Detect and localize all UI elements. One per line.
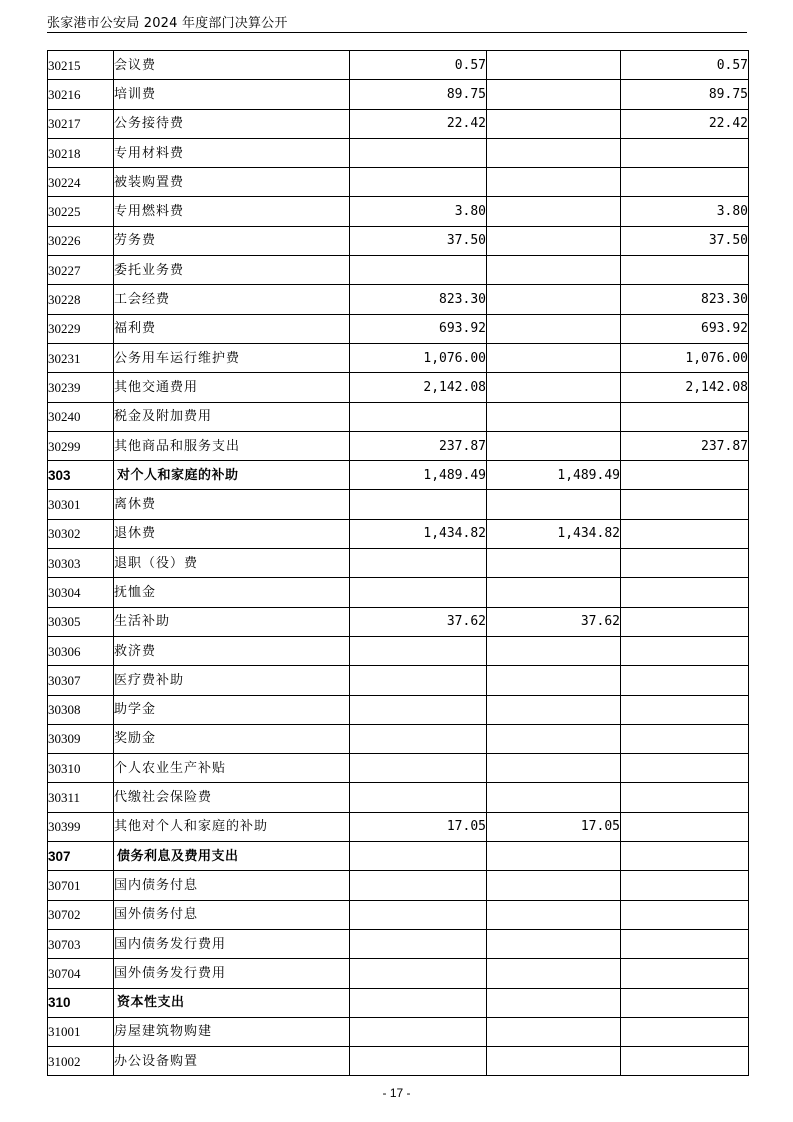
item-name-cell: 房屋建筑物购建	[114, 1017, 350, 1046]
economic-code-cell: 30229	[48, 314, 114, 343]
basic-expenditure-cell	[487, 578, 621, 607]
table-row	[48, 900, 749, 929]
project-expenditure-cell	[621, 490, 749, 519]
table-row	[48, 578, 749, 607]
project-expenditure-cell: 2,142.08	[621, 373, 749, 402]
item-name-cell: 劳务费	[114, 226, 350, 255]
project-expenditure-cell	[621, 138, 749, 167]
total-amount-cell: 693.92	[350, 314, 487, 343]
total-amount-cell: 3.80	[350, 197, 487, 226]
economic-code-cell: 30303	[48, 549, 114, 578]
basic-expenditure-cell: 1,434.82	[487, 519, 621, 548]
project-expenditure-cell: 89.75	[621, 80, 749, 109]
item-name-cell: 国内债务付息	[114, 871, 350, 900]
economic-code-cell: 30224	[48, 168, 114, 197]
total-amount-cell: 22.42	[350, 109, 487, 138]
basic-expenditure-cell	[487, 900, 621, 929]
basic-expenditure-cell	[487, 754, 621, 783]
item-name-cell: 助学金	[114, 695, 350, 724]
table-row	[48, 343, 749, 372]
table-row	[48, 754, 749, 783]
item-name-cell: 资本性支出	[114, 988, 350, 1017]
total-amount-cell: 37.50	[350, 226, 487, 255]
total-amount-cell: 89.75	[350, 80, 487, 109]
total-amount-cell	[350, 490, 487, 519]
item-name-cell: 国外债务付息	[114, 900, 350, 929]
basic-expenditure-cell	[487, 666, 621, 695]
total-amount-cell: 1,434.82	[350, 519, 487, 548]
basic-expenditure-cell	[487, 1017, 621, 1046]
item-name-cell: 救济费	[114, 636, 350, 665]
basic-expenditure-cell	[487, 314, 621, 343]
category-row	[48, 842, 749, 871]
project-expenditure-cell	[621, 549, 749, 578]
basic-expenditure-cell	[487, 51, 621, 80]
table-row	[48, 197, 749, 226]
table-row	[48, 519, 749, 548]
item-name-cell: 国外债务发行费用	[114, 959, 350, 988]
basic-expenditure-cell	[487, 256, 621, 285]
project-expenditure-cell: 37.50	[621, 226, 749, 255]
table-row	[48, 929, 749, 958]
item-name-cell: 国内债务发行费用	[114, 929, 350, 958]
item-name-cell: 代缴社会保险费	[114, 783, 350, 812]
economic-code-cell: 303	[48, 461, 114, 490]
basic-expenditure-cell	[487, 109, 621, 138]
basic-expenditure-cell	[487, 490, 621, 519]
basic-expenditure-cell	[487, 343, 621, 372]
project-expenditure-cell	[621, 959, 749, 988]
project-expenditure-cell	[621, 666, 749, 695]
project-expenditure-cell: 823.30	[621, 285, 749, 314]
project-expenditure-cell	[621, 607, 749, 636]
total-amount-cell	[350, 783, 487, 812]
economic-code-cell: 30239	[48, 373, 114, 402]
item-name-cell: 工会经费	[114, 285, 350, 314]
economic-code-cell: 30702	[48, 900, 114, 929]
basic-expenditure-cell: 1,489.49	[487, 461, 621, 490]
table-body	[48, 51, 749, 1076]
item-name-cell: 税金及附加费用	[114, 402, 350, 431]
total-amount-cell	[350, 549, 487, 578]
table-row	[48, 285, 749, 314]
economic-code-cell: 31001	[48, 1017, 114, 1046]
table-row	[48, 402, 749, 431]
project-expenditure-cell	[621, 988, 749, 1017]
basic-expenditure-cell	[487, 929, 621, 958]
category-row	[48, 461, 749, 490]
project-expenditure-cell	[621, 1047, 749, 1076]
total-amount-cell: 17.05	[350, 812, 487, 841]
table-row	[48, 1017, 749, 1046]
project-expenditure-cell	[621, 519, 749, 548]
economic-code-cell: 30240	[48, 402, 114, 431]
project-expenditure-cell	[621, 256, 749, 285]
item-name-cell: 专用材料费	[114, 138, 350, 167]
economic-code-cell: 30226	[48, 226, 114, 255]
table-row	[48, 666, 749, 695]
category-row	[48, 988, 749, 1017]
economic-code-cell: 30399	[48, 812, 114, 841]
basic-expenditure-cell	[487, 871, 621, 900]
basic-expenditure-cell	[487, 636, 621, 665]
project-expenditure-cell	[621, 842, 749, 871]
total-amount-cell: 823.30	[350, 285, 487, 314]
table-row	[48, 812, 749, 841]
table-row	[48, 783, 749, 812]
project-expenditure-cell	[621, 871, 749, 900]
project-expenditure-cell	[621, 402, 749, 431]
project-expenditure-cell: 22.42	[621, 109, 749, 138]
economic-code-cell: 30231	[48, 343, 114, 372]
economic-code-cell: 30310	[48, 754, 114, 783]
total-amount-cell: 37.62	[350, 607, 487, 636]
table-row	[48, 256, 749, 285]
project-expenditure-cell	[621, 724, 749, 753]
item-name-cell: 办公设备购置	[114, 1047, 350, 1076]
economic-code-cell: 30301	[48, 490, 114, 519]
page-header-title: 张家港市公安局 2024 年度部门决算公开	[47, 16, 288, 31]
item-name-cell: 奖励金	[114, 724, 350, 753]
table-row	[48, 607, 749, 636]
economic-code-cell: 30704	[48, 959, 114, 988]
header-divider	[47, 32, 747, 33]
basic-expenditure-cell	[487, 226, 621, 255]
total-amount-cell: 237.87	[350, 431, 487, 460]
item-name-cell: 公务接待费	[114, 109, 350, 138]
total-amount-cell	[350, 842, 487, 871]
table-row	[48, 636, 749, 665]
total-amount-cell	[350, 988, 487, 1017]
project-expenditure-cell	[621, 461, 749, 490]
total-amount-cell	[350, 959, 487, 988]
basic-expenditure-cell: 17.05	[487, 812, 621, 841]
total-amount-cell: 1,076.00	[350, 343, 487, 372]
item-name-cell: 抚恤金	[114, 578, 350, 607]
basic-expenditure-cell	[487, 549, 621, 578]
total-amount-cell	[350, 138, 487, 167]
project-expenditure-cell	[621, 578, 749, 607]
table-row	[48, 549, 749, 578]
economic-code-cell: 307	[48, 842, 114, 871]
item-name-cell: 债务利息及费用支出	[114, 842, 350, 871]
economic-code-cell: 30299	[48, 431, 114, 460]
total-amount-cell	[350, 578, 487, 607]
item-name-cell: 退休费	[114, 519, 350, 548]
item-name-cell: 生活补助	[114, 607, 350, 636]
basic-expenditure-cell	[487, 168, 621, 197]
item-name-cell: 会议费	[114, 51, 350, 80]
economic-code-cell: 30304	[48, 578, 114, 607]
economic-code-cell: 30703	[48, 929, 114, 958]
economic-code-cell: 30216	[48, 80, 114, 109]
basic-expenditure-cell	[487, 431, 621, 460]
project-expenditure-cell: 693.92	[621, 314, 749, 343]
table-row	[48, 724, 749, 753]
item-name-cell: 对个人和家庭的补助	[114, 461, 350, 490]
item-name-cell: 其他对个人和家庭的补助	[114, 812, 350, 841]
page-number: - 17 -	[382, 1086, 411, 1100]
basic-expenditure-cell	[487, 724, 621, 753]
project-expenditure-cell	[621, 695, 749, 724]
item-name-cell: 离休费	[114, 490, 350, 519]
total-amount-cell	[350, 168, 487, 197]
item-name-cell: 公务用车运行维护费	[114, 343, 350, 372]
total-amount-cell: 0.57	[350, 51, 487, 80]
item-name-cell: 被装购置费	[114, 168, 350, 197]
project-expenditure-cell	[621, 1017, 749, 1046]
economic-code-cell: 310	[48, 988, 114, 1017]
table-row	[48, 431, 749, 460]
table-row	[48, 314, 749, 343]
economic-code-cell: 31002	[48, 1047, 114, 1076]
item-name-cell: 委托业务费	[114, 256, 350, 285]
basic-expenditure-cell	[487, 285, 621, 314]
item-name-cell: 专用燃料费	[114, 197, 350, 226]
project-expenditure-cell: 3.80	[621, 197, 749, 226]
total-amount-cell	[350, 1017, 487, 1046]
total-amount-cell	[350, 724, 487, 753]
total-amount-cell	[350, 636, 487, 665]
economic-code-cell: 30308	[48, 695, 114, 724]
total-amount-cell: 1,489.49	[350, 461, 487, 490]
economic-code-cell: 30227	[48, 256, 114, 285]
economic-code-cell: 30701	[48, 871, 114, 900]
item-name-cell: 医疗费补助	[114, 666, 350, 695]
basic-expenditure-cell	[487, 959, 621, 988]
economic-code-cell: 30311	[48, 783, 114, 812]
project-expenditure-cell: 237.87	[621, 431, 749, 460]
basic-expenditure-cell	[487, 783, 621, 812]
basic-expenditure-cell	[487, 988, 621, 1017]
expenditure-table	[47, 50, 749, 1076]
total-amount-cell	[350, 402, 487, 431]
item-name-cell: 退职（役）费	[114, 549, 350, 578]
project-expenditure-cell	[621, 168, 749, 197]
basic-expenditure-cell	[487, 373, 621, 402]
project-expenditure-cell: 1,076.00	[621, 343, 749, 372]
table-row	[48, 373, 749, 402]
table-row	[48, 871, 749, 900]
table-row	[48, 959, 749, 988]
item-name-cell: 其他交通费用	[114, 373, 350, 402]
project-expenditure-cell	[621, 636, 749, 665]
basic-expenditure-cell	[487, 1047, 621, 1076]
total-amount-cell: 2,142.08	[350, 373, 487, 402]
total-amount-cell	[350, 929, 487, 958]
table-row	[48, 109, 749, 138]
total-amount-cell	[350, 900, 487, 929]
table-row	[48, 168, 749, 197]
basic-expenditure-cell	[487, 842, 621, 871]
project-expenditure-cell	[621, 783, 749, 812]
economic-code-cell: 30306	[48, 636, 114, 665]
economic-code-cell: 30309	[48, 724, 114, 753]
total-amount-cell	[350, 666, 487, 695]
basic-expenditure-cell	[487, 197, 621, 226]
economic-code-cell: 30228	[48, 285, 114, 314]
economic-code-cell: 30215	[48, 51, 114, 80]
item-name-cell: 个人农业生产补贴	[114, 754, 350, 783]
item-name-cell: 培训费	[114, 80, 350, 109]
basic-expenditure-cell: 37.62	[487, 607, 621, 636]
table-row	[48, 490, 749, 519]
project-expenditure-cell	[621, 812, 749, 841]
project-expenditure-cell: 0.57	[621, 51, 749, 80]
item-name-cell: 其他商品和服务支出	[114, 431, 350, 460]
table-row	[48, 80, 749, 109]
table-row	[48, 226, 749, 255]
total-amount-cell	[350, 754, 487, 783]
total-amount-cell	[350, 871, 487, 900]
total-amount-cell	[350, 1047, 487, 1076]
economic-code-cell: 30217	[48, 109, 114, 138]
table-row	[48, 51, 749, 80]
project-expenditure-cell	[621, 754, 749, 783]
economic-code-cell: 30307	[48, 666, 114, 695]
table-row	[48, 1047, 749, 1076]
economic-code-cell: 30305	[48, 607, 114, 636]
project-expenditure-cell	[621, 929, 749, 958]
item-name-cell: 福利费	[114, 314, 350, 343]
table-row	[48, 138, 749, 167]
basic-expenditure-cell	[487, 80, 621, 109]
total-amount-cell	[350, 256, 487, 285]
total-amount-cell	[350, 695, 487, 724]
economic-code-cell: 30302	[48, 519, 114, 548]
table-row	[48, 695, 749, 724]
basic-expenditure-cell	[487, 695, 621, 724]
economic-code-cell: 30218	[48, 138, 114, 167]
economic-code-cell: 30225	[48, 197, 114, 226]
basic-expenditure-cell	[487, 402, 621, 431]
basic-expenditure-cell	[487, 138, 621, 167]
project-expenditure-cell	[621, 900, 749, 929]
